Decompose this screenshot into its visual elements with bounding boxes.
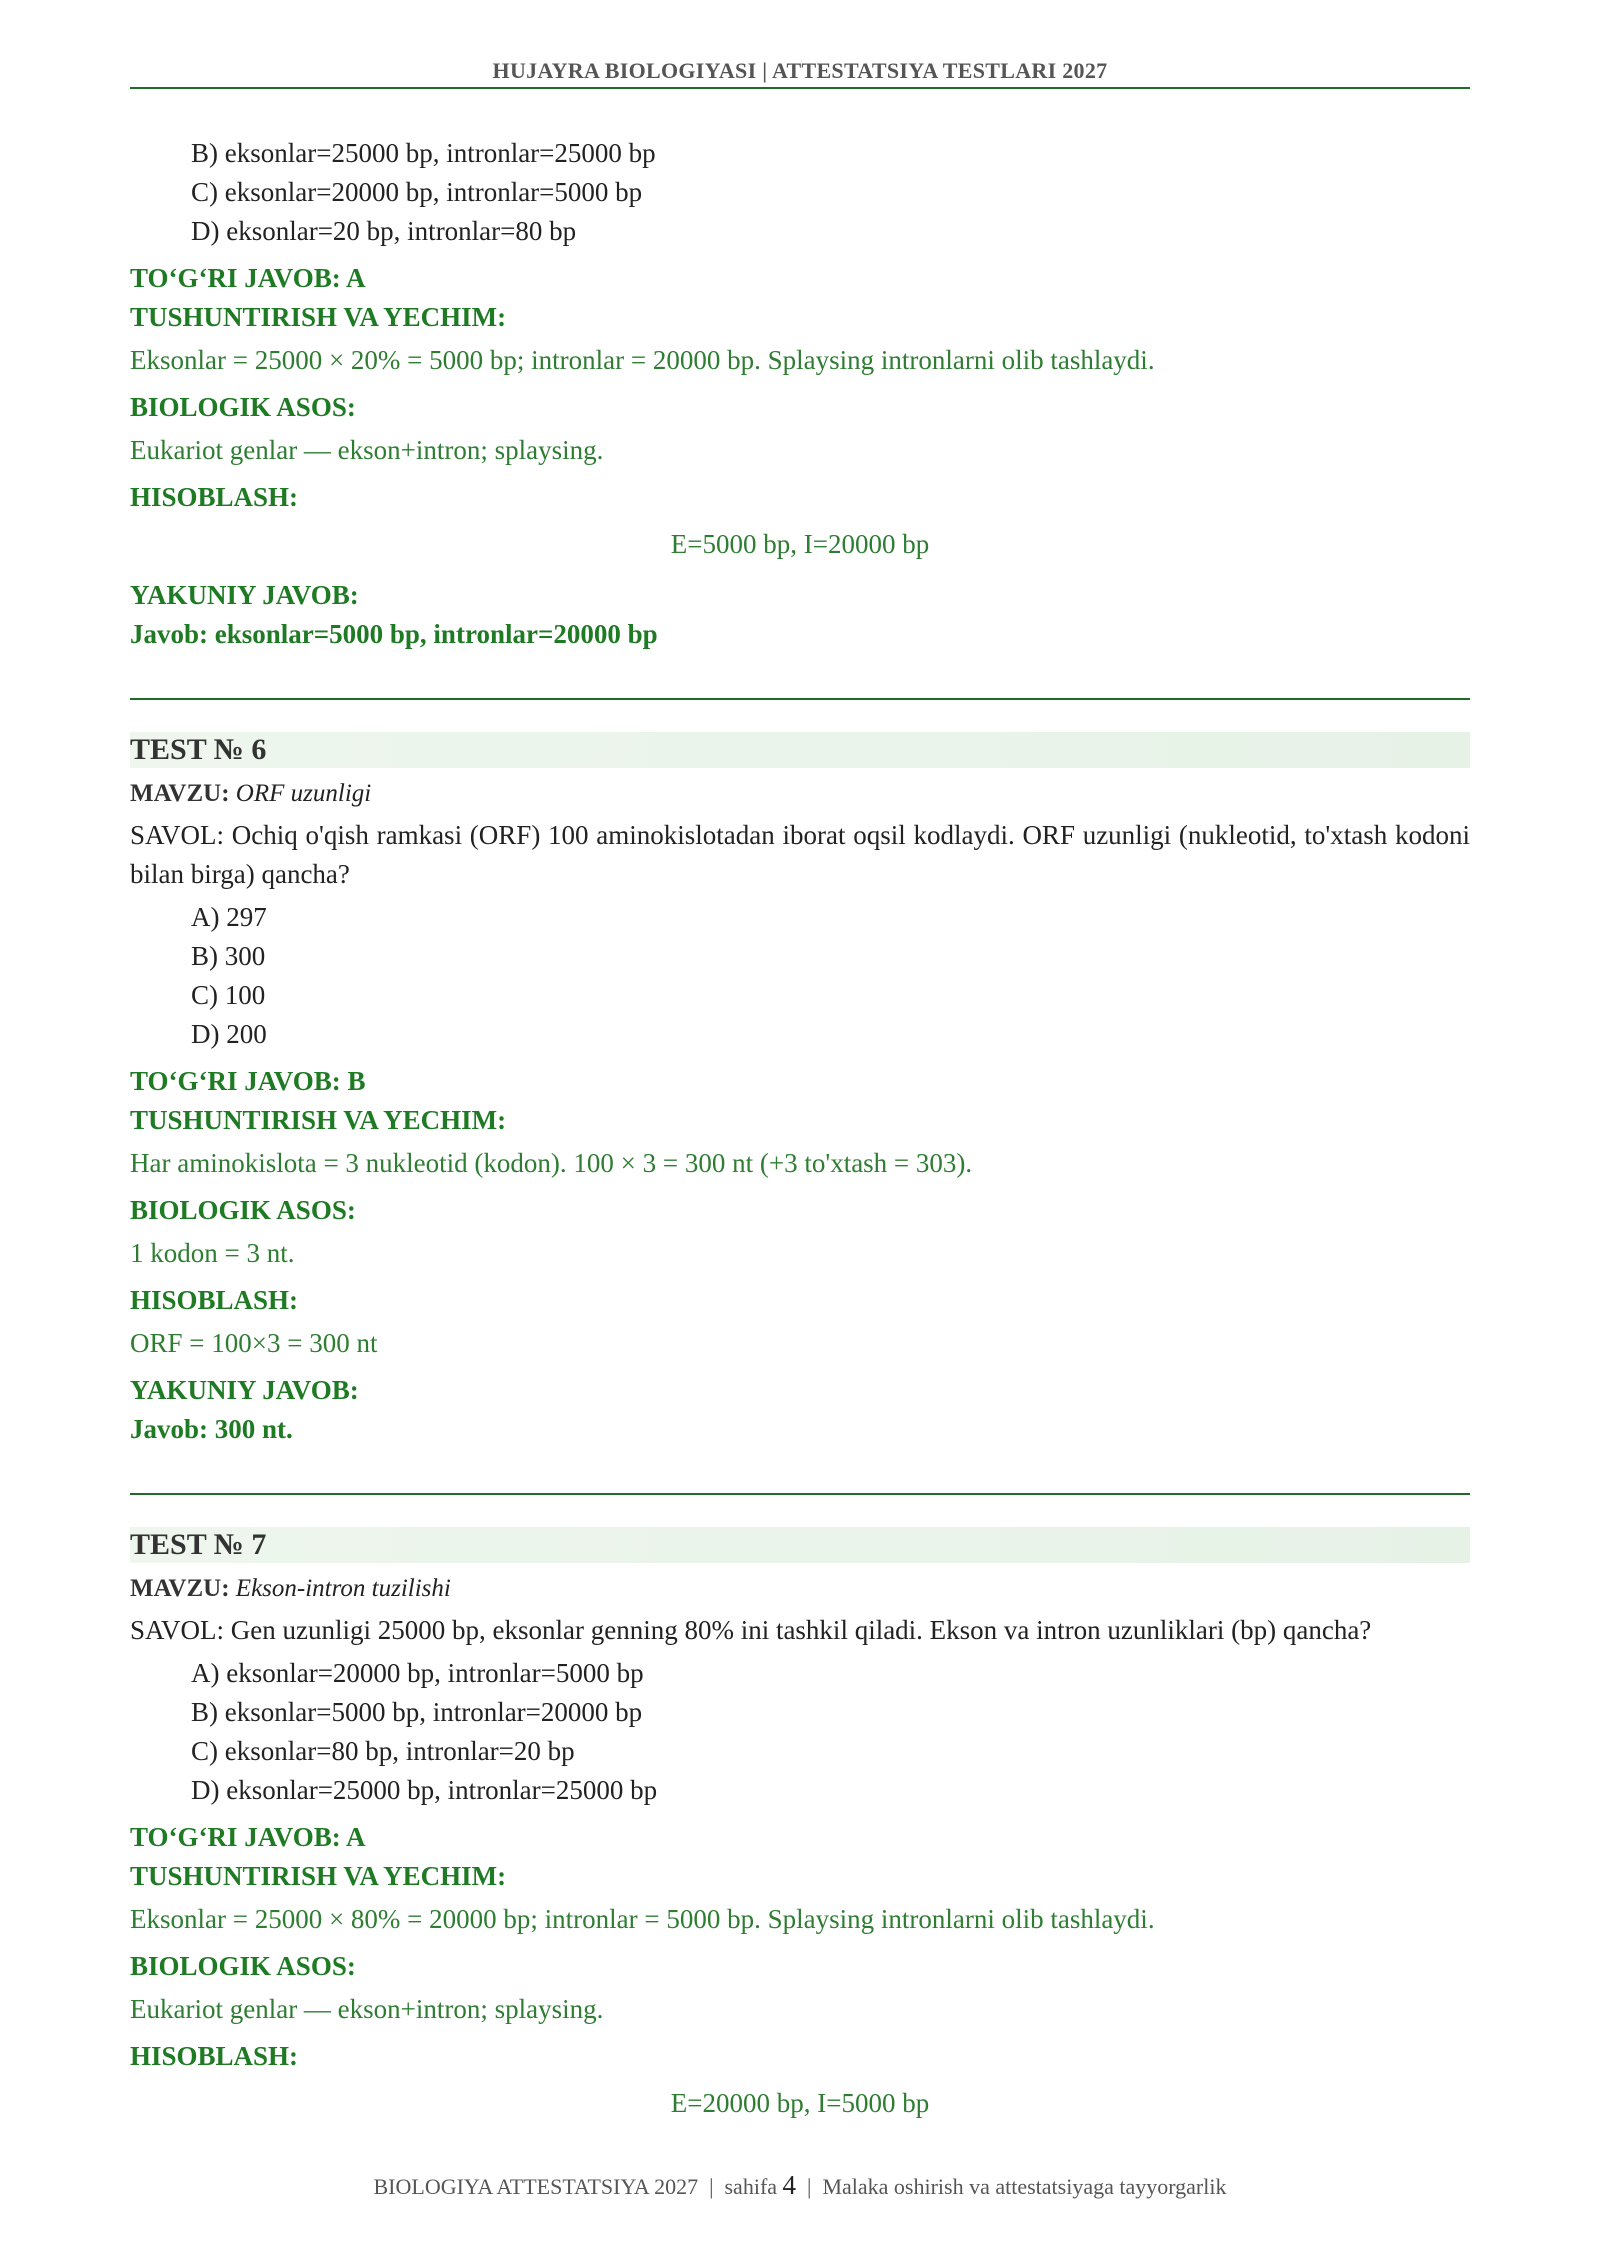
- question-text: SAVOL: Ochiq o'qish ramkasi (ORF) 100 aminokislotadan iborat oqsil kodlaydi. ORF uzunligi (nukleotid, to'xtash kodoni bilan birga) qancha?: [130, 820, 1470, 889]
- option-a: A) 297: [191, 902, 267, 932]
- bio-basis-text: Eukariot genlar — ekson+intron; splaysing.: [130, 1994, 604, 2024]
- explanation-text: Eksonlar = 25000 × 80% = 20000 bp; intronlar = 5000 bp. Splaysing intronlarni olib tashlaydi.: [130, 1904, 1155, 1934]
- option-b: B) eksonlar=25000 bp, intronlar=25000 bp: [191, 138, 656, 168]
- calculation-label: HISOBLASH:: [130, 2041, 299, 2071]
- footer-left: BIOLOGIYA ATTESTATSIYA 2027: [373, 2174, 699, 2199]
- option-c: C) 100: [191, 980, 266, 1010]
- final-answer: Javob: 300 nt.: [130, 1414, 293, 1444]
- option-a: A) eksonlar=20000 bp, intronlar=5000 bp: [191, 1658, 644, 1688]
- calculation-formula: E=20000 bp, I=5000 bp: [670, 2088, 930, 2118]
- test-title: TEST № 7: [130, 1527, 1470, 1563]
- explanation-text: Har aminokislota = 3 nukleotid (kodon). 100 × 3 = 300 nt (+3 to'xtash = 303).: [130, 1148, 973, 1178]
- option-c: C) eksonlar=20000 bp, intronlar=5000 bp: [191, 177, 643, 207]
- option-b: B) eksonlar=5000 bp, intronlar=20000 bp: [191, 1697, 643, 1727]
- question-text: SAVOL: Gen uzunligi 25000 bp, eksonlar genning 80% ini tashkil qiladi. Ekson va intron uzunliklari (bp) qancha?: [130, 1615, 1372, 1645]
- topic-line: [130, 776, 1470, 812]
- explanation-label: TUSHUNTIRISH VA YECHIM:: [130, 302, 507, 332]
- calculation-formula: E=5000 bp, I=20000 bp: [670, 529, 930, 559]
- footer-right: Malaka oshirish va attestatsiyaga tayyorgarlik: [822, 2174, 1227, 2199]
- section-divider: [130, 1493, 1470, 1495]
- final-answer-label: YAKUNIY JAVOB:: [130, 580, 359, 610]
- running-header: HUJAYRA BIOLOGIYASI | ATTESTATSIYA TESTLARI 2027: [492, 58, 1108, 83]
- correct-answer: TO‘G‘RI JAVOB: A: [130, 263, 366, 293]
- topic-value: Ekson-intron tuzilishi: [235, 1575, 451, 1602]
- calculation-label: HISOBLASH:: [130, 482, 299, 512]
- header-rule: [130, 87, 1470, 89]
- option-d: D) eksonlar=20 bp, intronlar=80 bp: [191, 216, 577, 246]
- bio-basis-label: BIOLOGIK ASOS:: [130, 1951, 356, 1981]
- option-b: B) 300: [191, 941, 266, 971]
- footer-separator: |: [709, 2174, 714, 2199]
- topic-key: MAVZU:: [130, 780, 230, 807]
- topic-line: [130, 1571, 1470, 1607]
- bio-basis-text: 1 kodon = 3 nt.: [130, 1238, 295, 1268]
- bio-basis-label: BIOLOGIK ASOS:: [130, 1195, 356, 1225]
- topic-key: MAVZU:: [130, 1575, 230, 1602]
- option-d: D) eksonlar=25000 bp, intronlar=25000 bp: [191, 1775, 658, 1805]
- correct-answer: TO‘G‘RI JAVOB: B: [130, 1066, 366, 1096]
- test-title: TEST № 6: [130, 732, 1470, 768]
- page-content: [130, 134, 1470, 2123]
- calculation-formula: ORF = 100×3 = 300 nt: [130, 1328, 378, 1358]
- topic-value: ORF uzunligi: [235, 780, 372, 807]
- correct-answer: TO‘G‘RI JAVOB: A: [130, 1822, 366, 1852]
- final-answer: Javob: eksonlar=5000 bp, intronlar=20000 bp: [130, 619, 658, 649]
- explanation-label: TUSHUNTIRISH VA YECHIM:: [130, 1105, 507, 1135]
- footer-separator: |: [807, 2174, 812, 2199]
- footer-page-word: sahifa: [724, 2174, 778, 2199]
- section-divider: [130, 698, 1470, 700]
- option-c: C) eksonlar=80 bp, intronlar=20 bp: [191, 1736, 575, 1766]
- bio-basis-text: Eukariot genlar — ekson+intron; splaysing.: [130, 435, 604, 465]
- option-d: D) 200: [191, 1019, 267, 1049]
- final-answer-label: YAKUNIY JAVOB:: [130, 1375, 359, 1405]
- page-number: 4: [782, 2170, 797, 2200]
- page-footer: [130, 2170, 1470, 2201]
- bio-basis-label: BIOLOGIK ASOS:: [130, 392, 356, 422]
- calculation-label: HISOBLASH:: [130, 1285, 299, 1315]
- explanation-text: Eksonlar = 25000 × 20% = 5000 bp; intronlar = 20000 bp. Splaysing intronlarni olib tashlaydi.: [130, 345, 1155, 375]
- explanation-label: TUSHUNTIRISH VA YECHIM:: [130, 1861, 507, 1891]
